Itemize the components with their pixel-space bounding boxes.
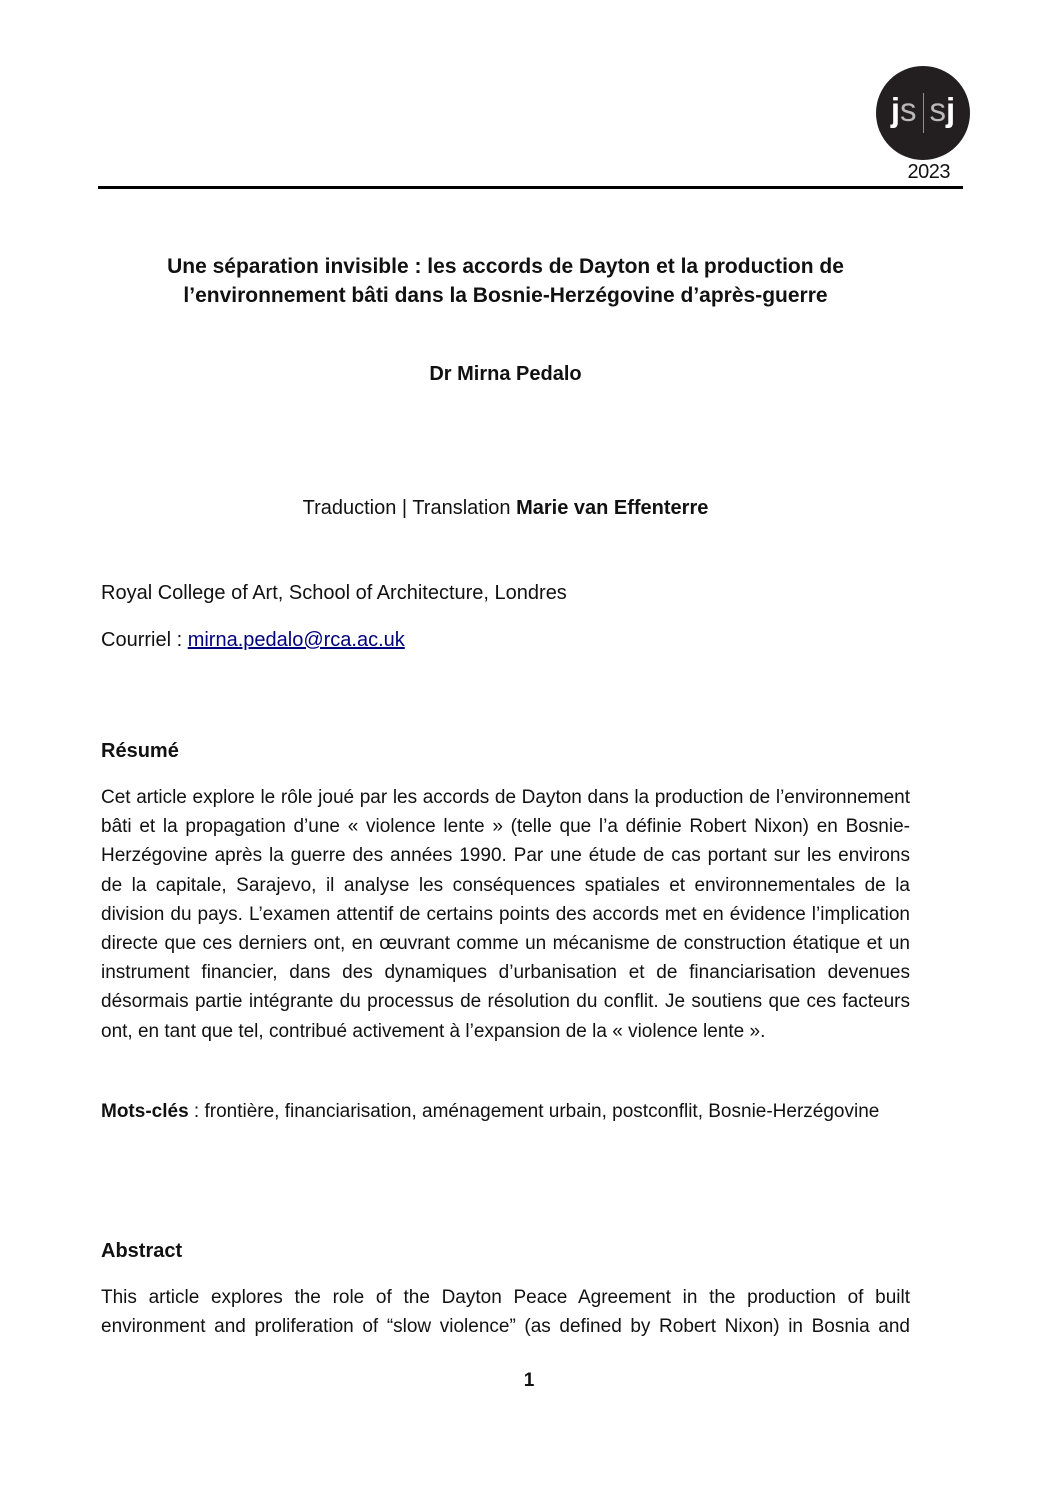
header-rule <box>98 186 963 189</box>
publication-year: 2023 <box>907 161 950 183</box>
keywords-text: frontière, financiarisation, aménagement urbain, postconflit, Bosnie-Herzégovine <box>204 1101 880 1122</box>
keywords-separator: : <box>188 1101 205 1122</box>
keywords-line <box>101 1097 910 1126</box>
logo-letter-j-right: j <box>946 90 956 128</box>
journal-logo-monogram <box>891 89 955 137</box>
resume-body: Cet article explore le rôle joué par les accords de Dayton dans la production de l’environnement bâti et la propagation d’une « violence lente » (telle que l’a définie Robert Nixon) en Bosnie-Herzégovine après la guerre des années 1990. Par une étude de cas portant sur les environs de la capitale, Sarajevo, il analyse les conséquences spatiales et environnementales de la division du pays. L’examen attentif de certains points des accords met en évidence l’implication directe que ces derniers ont, en œuvrant comme un mécanisme de construction étatique et un instrument financier, dans des dynamiques d’urbanisation et de financiarisation devenues désormais partie intégrante du processus de résolution du conflit. Je soutiens que ces facteurs ont, en tant que tel, contribué activement à l’expansion de la « violence lente ». <box>101 787 910 1042</box>
article-title-line2: l’environnement bâti dans la Bosnie-Herzégovine d’après-guerre <box>183 284 828 307</box>
email-label: Courriel : <box>101 629 188 651</box>
translation-credit-prefix: Traduction | Translation <box>302 497 517 519</box>
logo-letter-s-right: s <box>929 90 946 128</box>
page-number: 1 <box>523 1370 535 1391</box>
logo-divider-line <box>923 93 924 133</box>
translator-name: Marie van Effenterre <box>516 497 709 519</box>
article-title-line1: Une séparation invisible : les accords de Dayton et la production de <box>167 255 844 278</box>
logo-letter-s-left: s <box>900 90 917 128</box>
abstract-heading: Abstract <box>101 1240 183 1262</box>
journal-logo <box>876 66 970 160</box>
translation-credit <box>101 497 910 520</box>
article-title <box>101 252 910 310</box>
keywords-label: Mots-clés <box>101 1101 189 1122</box>
email-link[interactable]: mirna.pedalo@rca.ac.uk <box>187 629 405 651</box>
author-name: Dr Mirna Pedalo <box>429 363 582 385</box>
author-affiliation: Royal College of Art, School of Architecture, Londres <box>101 582 567 604</box>
email-line <box>101 629 910 652</box>
resume-heading: Résumé <box>101 740 179 762</box>
logo-letter-j-left: j <box>890 90 900 128</box>
abstract-body: This article explores the role of the Dayton Peace Agreement in the production of built environment and proliferation of “slow violence” (as defined by Robert Nixon) in Bosnia and <box>101 1287 910 1338</box>
